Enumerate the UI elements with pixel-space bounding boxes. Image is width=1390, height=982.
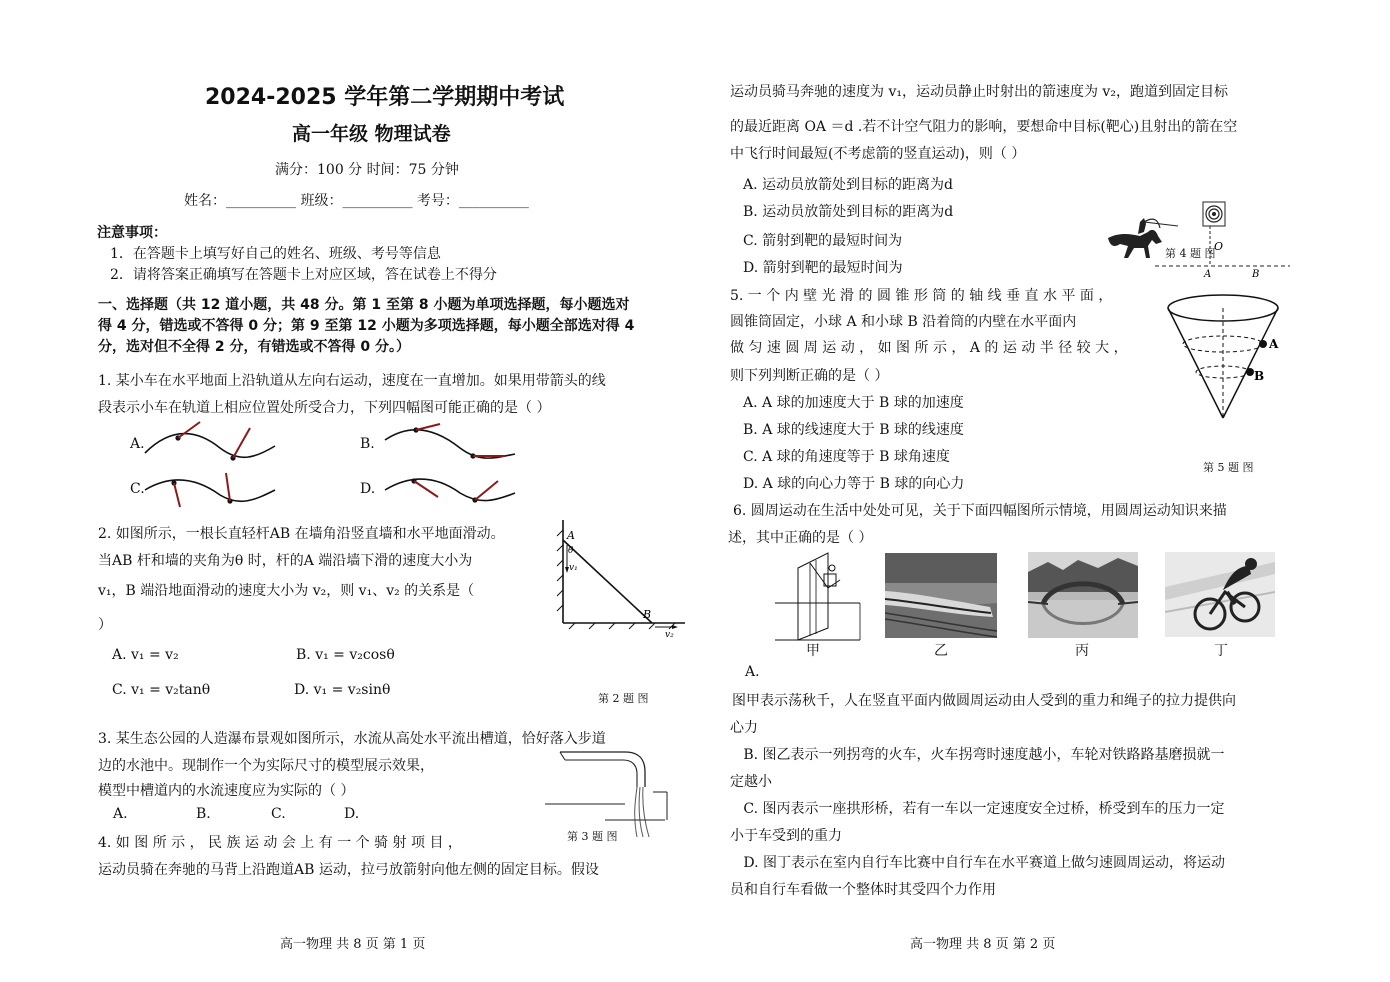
q1-figure-d xyxy=(380,465,520,515)
q4-option-c: C. 箭射到靶的最短时间为 xyxy=(743,233,903,249)
q3-option-b: B. xyxy=(196,806,211,822)
q2-option-c: C. v₁ = v₂tanθ xyxy=(112,682,211,698)
q4-text: 运动员骑在奔驰的马背上沿跑道AB 运动，拉弓放箭射向他左侧的固定目标。假设 xyxy=(98,862,599,878)
q5-text: 做 匀 速 圆 周 运 动 ， 如 图 所 示 ， A 的 运 动 半 径 较 大 ， xyxy=(730,340,1128,356)
q1-text: 段表示小车在轨道上相应位置处所受合力，下列四幅图可能正确的是（ ） xyxy=(98,400,551,416)
q4-option-b: B. 运动员放箭处到目标的距离为d xyxy=(743,204,954,220)
q1-text: 1. 某小车在水平地面上沿轨道从左向右运动，速度在一直增加。如果用带箭头的线 xyxy=(98,373,606,389)
q3-option-d: D. xyxy=(344,806,360,822)
q4-option-a: A. 运动员放箭处到目标的距离为d xyxy=(743,177,953,193)
q2-text: 当AB 杆和墙的夹角为θ 时，杆的A 端沿墙下滑的速度大小为 xyxy=(98,553,473,569)
q2-label-a: A xyxy=(567,529,575,542)
exam-subtitle: 高一年级 物理试卷 xyxy=(292,123,451,145)
q5-figure xyxy=(1165,288,1295,423)
q2-label-b: B xyxy=(643,608,652,621)
exam-title: 2024-2025 学年第二学期期中考试 xyxy=(205,85,565,110)
page2-footer: 高一物理 共 8 页 第 2 页 xyxy=(910,937,1056,952)
q5-label-a: A xyxy=(1269,337,1279,351)
q6-figure-swing xyxy=(770,548,865,643)
q5-option-d: D. A 球的向心力等于 B 球的向心力 xyxy=(743,476,965,492)
q1-figure-c xyxy=(140,465,280,515)
exam-meta: 满分：100 分 时间：75 分钟 xyxy=(275,162,459,178)
q4-text: 运动员骑马奔驰的速度为 v₁，运动员静止时射出的箭速度为 v₂，跑道到固定目标 xyxy=(730,84,1228,100)
q3-text: 模型中槽道内的水流速度应为实际的（ ） xyxy=(98,783,355,799)
q6-option-b: B. 图乙表示一列拐弯的火车，火车拐弯时速度越小，车轮对铁路路基磨损就一 xyxy=(730,747,1225,763)
q6-label-bing: 丙 xyxy=(1075,643,1089,659)
q6-option-a-label: A. xyxy=(745,664,760,680)
q4-label-b: B xyxy=(1252,269,1260,280)
q1-figure-a xyxy=(140,418,280,468)
q1-option-b: B. xyxy=(360,436,375,452)
section-line: 得 4 分，错选或不答得 0 分；第 9 至第 12 小题为多项选择题，每小题全部选对得 4 xyxy=(98,318,635,334)
q6-option-c: C. 图丙表示一座拱形桥，若有一车以一定速度安全过桥，桥受到车的压力一定 xyxy=(730,801,1225,817)
q5-text: 则下列判断正确的是（ ） xyxy=(730,368,889,384)
q5-text: 5. 一 个 内 壁 光 滑 的 圆 锥 形 筒 的 轴 线 垂 直 水 平 面 ， xyxy=(730,288,1113,304)
q6-photo-train xyxy=(885,553,997,638)
q2-figure xyxy=(555,515,690,640)
q2-caption: 第 2 题 图 xyxy=(598,692,649,705)
q2-label-theta: θ xyxy=(568,546,574,556)
q6-text: 员和自行车看做一个整体时其受四个力作用 xyxy=(730,882,996,898)
q6-photo-cyclist xyxy=(1165,552,1275,637)
q1-option-c: C. xyxy=(130,481,145,497)
q5-option-b: B. A 球的线速度大于 B 球的线速度 xyxy=(743,422,964,438)
q4-figure xyxy=(1100,198,1295,280)
q5-caption: 第 5 题 图 xyxy=(1203,461,1254,474)
q6-option-d: D. 图丁表示在室内自行车比赛中自行车在水平赛道上做匀速圆周运动，将运动 xyxy=(730,855,1225,871)
q6-text: 定越小 xyxy=(730,774,772,790)
q6-text: 6. 圆周运动在生活中处处可见，关于下面四幅图所示情境，用圆周运动知识来描 xyxy=(733,503,1227,519)
q3-text: 边的水池中。现制作一个为实际尺寸的模型展示效果， xyxy=(98,758,434,774)
q6-text: 图甲表示荡秋千，人在竖直平面内做圆周运动由人受到的重力和绳子的拉力提供向 xyxy=(732,693,1236,709)
q2-option-b: B. v₁ = v₂cosθ xyxy=(296,647,395,663)
q2-text: ） xyxy=(98,617,112,633)
q2-label-v1: v₁ xyxy=(569,563,578,573)
q6-text: 述，其中正确的是（ ） xyxy=(728,530,873,546)
q2-text: v₁，B 端沿地面滑动的速度大小为 v₂，则 v₁、v₂ 的关系是（ xyxy=(98,583,475,599)
q6-text: 心力 xyxy=(730,720,758,736)
section-line: 分，选对但不全得 2 分，有错选或不答得 0 分。） xyxy=(98,339,410,355)
q2-label-v2: v₂ xyxy=(665,630,674,640)
q4-label-o: O xyxy=(1214,240,1224,253)
q5-label-b: B xyxy=(1254,369,1265,383)
q6-label-yi: 乙 xyxy=(934,643,948,659)
student-fields: 姓名：__________ 班级：__________ 考号：__________ xyxy=(184,193,529,209)
q5-text: 圆锥筒固定，小球 A 和小球 B 沿着筒的内壁在水平面内 xyxy=(730,314,1077,330)
q6-text: 小于车受到的重力 xyxy=(730,828,842,844)
notice-item: 2．请将答案正确填写在答题卡上对应区域，答在试卷上不得分 xyxy=(110,267,497,283)
notice-title: 注意事项： xyxy=(97,225,167,241)
q2-text: 2. 如图所示，一根长直轻杆AB 在墙角沿竖直墙和水平地面滑动。 xyxy=(98,526,505,542)
q4-caption: 第 4 题 图 xyxy=(1165,247,1216,260)
q2-option-a: A. v₁ = v₂ xyxy=(112,647,179,663)
q1-option-d: D. xyxy=(360,481,376,497)
notice-item: 1．在答题卡上填写好自己的姓名、班级、考号等信息 xyxy=(110,246,441,262)
q3-caption: 第 3 题 图 xyxy=(567,830,618,843)
q5-option-a: A. A 球的加速度大于 B 球的加速度 xyxy=(743,395,964,411)
q6-photo-bridge xyxy=(1028,552,1138,638)
q3-text: 3. 某生态公园的人造瀑布景观如图所示，水流从高处水平流出槽道，恰好落入步道 xyxy=(98,731,606,747)
q3-option-a: A. xyxy=(113,806,128,822)
q4-text: 的最近距离 OA ＝d .若不计空气阻力的影响，要想命中目标(靶心)且射出的箭在空 xyxy=(730,119,1238,135)
q1-figure-b xyxy=(380,418,520,468)
q3-option-c: C. xyxy=(271,806,286,822)
q5-option-c: C. A 球的角速度等于 B 球角速度 xyxy=(743,449,950,465)
section-line: 一、选择题（共 12 道小题，共 48 分。第 1 至第 8 小题为单项选择题，每小题选对 xyxy=(98,297,630,313)
q4-label-a: A xyxy=(1204,269,1212,280)
q1-option-a: A. xyxy=(130,436,145,452)
q3-figure xyxy=(545,742,670,842)
q4-option-d: D. 箭射到靶的最短时间为 xyxy=(743,260,903,276)
page1-footer: 高一物理 共 8 页 第 1 页 xyxy=(280,937,426,952)
q6-label-jia: 甲 xyxy=(806,643,820,659)
q2-option-d: D. v₁ = v₂sinθ xyxy=(294,682,391,698)
q6-label-ding: 丁 xyxy=(1214,643,1228,659)
q4-text: 中飞行时间最短(不考虑箭的竖直运动)，则（ ） xyxy=(730,146,1026,162)
q4-text: 4. 如 图 所 示 ， 民 族 运 动 会 上 有 一 个 骑 射 项 目 ， xyxy=(98,835,462,851)
